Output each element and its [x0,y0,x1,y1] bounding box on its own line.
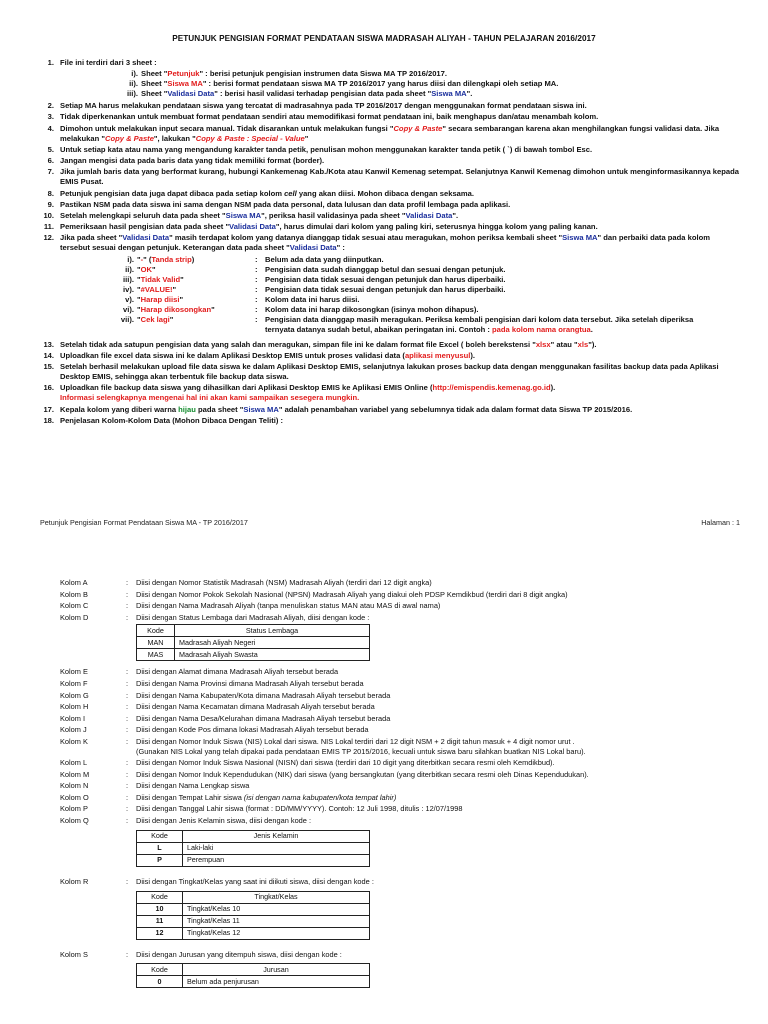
validation-code-row: vii). "Cek lagi" : Pengisian data dianggap masih meragukan. Periksa kembali pengisian dari kolom data tersebut. Jika setelah diperiksa ternyata datanya sudah betul, abaikan peringatan ini. Contoh : pada kolom nama orangtua. [120,314,694,334]
instruction-item-5: 5. Untuk setiap kata atau nama yang mengandung karakter tanda petik, penulisan mohon menggunakan karakter tanda petik ( `) di bawah tombol Esc. [47,144,593,154]
instruction-item-16: 16. Uploadkan file backup data siswa yang dihasilkan dari Aplikasi Desktop EMIS ke Aplikasi EMIS Online (http://emispendis.kemenag.go.id). Informasi selengkapnya mengenai hal ini akan kami sampaikan sesegera mungkin. [43,383,556,403]
column-explanation-page [0,578,768,994]
instruction-item-1: 1. File ini terdiri dari 3 sheet : [47,58,157,67]
table-row: 12 Tingkat/Kelas 12 [137,927,370,939]
instruction-list [40,58,740,427]
kolom-r: Kolom R : Diisi dengan Tingkat/Kelas yang saat ini diikuti siswa, diisi dengan kode : [60,876,374,886]
instruction-item-8: 8. Petunjuk pengisian data juga dapat dibaca pada setiap kolom cell yang akan diisi. Mohon dibaca dengan seksama. [47,188,474,198]
kolom-b: Kolom B : Diisi dengan Nomor Pokok Sekolah Nasional (NPSN) Madrasah Aliyah yang diakui oleh PDSP Kemdikbud (terdiri dari 8 digit angka) [60,589,568,599]
instruction-item-18: 18. Penjelasan Kolom-Kolom Data (Mohon Dibaca Dengan Teliti) : [43,415,284,425]
instruction-item-12: 12. Jika pada sheet "Validasi Data" masih terdapat kolom yang datanya dianggap tidak sesuai atau meragukan, mohon periksa kembali sheet "Siswa MA" dan perbaiki data pada kolom tersebut sesuai dengan petunjuk. Keterangan data pada sheet "Validasi Data" : [43,233,710,253]
page-title: PETUNJUK PENGISIAN FORMAT PENDATAAN SISWA MADRASAH ALIYAH - TAHUN PELAJARAN 2016/2017 [172,34,596,43]
kolom-s: Kolom S : Diisi dengan Jurusan yang ditempuh siswa, diisi dengan kode : [60,949,342,959]
table-row: 0 Belum ada penjurusan [137,976,370,988]
validation-code-row: iv). "#VALUE!" : Pengisian data tidak sesuai dengan petunjuk dan harus diperbaiki. [123,284,506,294]
page-footer [40,518,740,528]
jurusan-table: Kode Jurusan 0 Belum ada penjurusan [136,963,370,988]
sheet-entry-validasi-data: iii). Sheet "Validasi Data" : berisi hasil validasi terhadap pengisian data pada sheet "Siswa MA". [127,89,473,99]
kolom-d: Kolom D : Diisi dengan Status Lembaga dari Madrasah Aliyah, diisi dengan kode : [60,612,370,622]
instruction-item-13: 13. Setelah tidak ada satupun pengisian data yang salah dan meragukan, simpan file ini ke dalam format file Excel ( boleh berekstensi "xlsx" atau "xls"). [43,339,597,349]
validation-code-row: v). "Harap diisi" : Kolom data ini harus diisi. [125,294,360,304]
table-row: MAS Madrasah Aliyah Swasta [137,649,370,661]
instruction-item-15: 15. Setelah berhasil melakukan upload file data siswa ke dalam Aplikasi Desktop EMIS, selanjutnya lakukan proses backup data dengan menggunakan fasilitas backup data pada Aplikasi Desktop EMIS, sehingga akan terbentuk file backup data siswa. [43,362,719,382]
sheet-name: Siswa MA [167,79,203,89]
footer-title: Petunjuk Pengisian Format Pendataan Siswa MA - TP 2016/2017 [40,518,248,527]
table-row: MAN Madrasah Aliyah Negeri [137,637,370,649]
kolom-c: Kolom C : Diisi dengan Nama Madrasah Aliyah (tanpa menuliskan status MAN atau MAS di awal nama) [60,601,441,611]
validation-code-list [40,255,740,335]
instruction-item-4: 4. Dimohon untuk melakukan input secara manual. Tidak disarankan untuk melakukan fungsi "Copy & Paste" secara sembarangan karena akan menghilangkan fungsi validasi data. Jika melakukan "Copy & Paste", lakukan "Copy & Paste : Special - Value" [47,123,720,143]
emis-online-link[interactable]: http://emispendis.kemenag.go.id [432,383,551,393]
table-row: P Perempuan [137,854,370,866]
validation-code-row: iii). "Tidak Valid" : Pengisian data tidak sesuai dengan petunjuk dan harus diperbaiki. [123,274,506,284]
kolom-m: Kolom M : Diisi dengan Nomor Induk Kependudukan (NIK) dari siswa (yang bersangkutan (yang diterbitkan secara resmi oleh Dinas Kependudukan). [60,769,589,779]
kolom-l: Kolom L : Diisi dengan Nomor Induk Siswa Nasional (NISN) dari siswa (terdiri dari 10 digit yang diterbitkan secara resmi oleh Kemdikbud). [60,758,555,768]
kolom-j: Kolom J : Diisi dengan Kode Pos dimana lokasi Madrasah Aliyah tersebut berada [60,725,369,735]
table-row: 11 Tingkat/Kelas 11 [137,915,370,927]
sheet-name: Petunjuk [167,69,200,79]
instruction-item-7: 7. Jika jumlah baris data yang berformat kurang, hubungi Kankemenag Kab./Kota atau Kanwil Kemenag setempat. Selanjutnya Kanwil Kemenag dimohon untuk menginformasikannya kepada EMIS Pusat. [47,167,739,187]
validation-code-row: vi). "Harap dikosongkan" : Kolom data ini harap dikosongkan (isinya mohon dihapus). [123,304,479,314]
table-row: L Laki-laki [137,842,370,854]
sheet-entry-petunjuk: i). Sheet "Petunjuk" : berisi petunjuk pengisian instrumen data Siswa MA TP 2016/2017. [131,69,447,79]
instruction-item-2: 2. Setiap MA harus melakukan pendataan siswa yang tercatat di madrasahnya pada TP 2016/2017 dengan menggunakan format pendataan siswa ini. [47,101,587,111]
kolom-g: Kolom G : Diisi dengan Nama Kabupaten/Kota dimana Madrasah Aliyah tersebut berada [60,690,391,700]
jenis-kelamin-table: Kode Jenis Kelamin L Laki-laki P Perempuan [136,830,370,867]
sheet-entry-siswa-ma: ii). Sheet "Siswa MA" : berisi format pendataan siswa MA TP 2016/2017 yang harus diisi dan dilengkapi oleh setiap MA. [129,79,559,89]
kolom-a: Kolom A : Diisi dengan Nomor Statistik Madrasah (NSM) Madrasah Aliyah (terdiri dari 12 digit angka) [60,578,432,587]
kolom-p: Kolom P : Diisi dengan Tanggal Lahir siswa (format : DD/MM/YYYY). Contoh: 12 Juli 1998, ditulis : 12/07/1998 [60,804,463,814]
instruction-item-10: 10. Setelah melengkapi seluruh data pada sheet "Siswa MA", periksa hasil validasinya pada sheet "Validasi Data". [43,210,459,220]
kolom-e: Kolom E : Diisi dengan Alamat dimana Madrasah Aliyah tersebut berada [60,667,339,677]
kolom-k: Kolom K : Diisi dengan Nomor Induk Siswa (NIS) Lokal dari siswa. NIS Lokal terdiri dari 12 digit NSM + 2 digit tahun masuk + 4 digit nomor urut . (Gunakan NIS Lokal yang telah dipakai pada pendataan EMIS TP 2015/2016, kecuali untuk siswa baru silahkan buatkan NIS Lokal baru). [60,736,586,756]
instruction-item-3: 3. Tidak diperkenankan untuk membuat format pendataan sendiri atau memodifikasi format pendataan ini, baik menghapus dan/atau menambah kolom. [47,112,599,122]
page-number: Halaman : 1 [701,518,740,527]
kolom-n: Kolom N : Diisi dengan Nama Lengkap siswa [60,781,250,791]
instruction-item-17: 17. Kepala kolom yang diberi warna hijau pada sheet "Siswa MA" adalah penambahan variabel yang sebelumnya tidak ada dalam format data Siswa TP 2015/2016. [43,404,633,414]
status-lembaga-table: Kode Status Lembaga MAN Madrasah Aliyah Negeri MAS Madrasah Aliyah Swasta [136,624,370,661]
kolom-q: Kolom Q : Diisi dengan Jenis Kelamin siswa, diisi dengan kode : [60,815,312,825]
instruction-item-6: 6. Jangan mengisi data pada baris data yang tidak memiliki format (border). [47,156,325,166]
instruction-item-14: 14. Uploadkan file excel data siswa ini ke dalam Aplikasi Desktop EMIS untuk proses validasi data (aplikasi menyusul). [43,350,475,360]
validation-code-row: i). "-" (Tanda strip) : Belum ada data yang diinputkan. [127,254,384,264]
instruction-item-11: 11. Pemeriksaan hasil pengisian data pada sheet "Validasi Data", harus dimulai dari kolom yang paling kiri, seterusnya hingga kolom yang paling kanan. [43,222,598,232]
tingkat-kelas-table: Kode Tingkat/Kelas 10 Tingkat/Kelas 10 11 Tingkat/Kelas 11 12 Tingkat/Kelas 12 [136,891,370,940]
kolom-f: Kolom F : Diisi dengan Nama Provinsi dimana Madrasah Aliyah tersebut berada [60,679,364,689]
kolom-h: Kolom H : Diisi dengan Nama Kecamatan dimana Madrasah Aliyah tersebut berada [60,702,375,712]
table-row: 10 Tingkat/Kelas 10 [137,903,370,915]
kolom-i: Kolom I : Diisi dengan Nama Desa/Kelurahan dimana Madrasah Aliyah tersebut berada [60,713,391,723]
validation-code-row: ii). "OK" : Pengisian data sudah dianggap betul dan sesuai dengan petunjuk. [125,264,506,274]
instruction-item-9: 9. Pastikan NSM pada data siswa ini sama dengan NSM pada data personal, data lulusan dan data profil lembaga pada aplikasi. [47,199,511,209]
sheet-name: Validasi Data [167,89,215,99]
kolom-o: Kolom O : Diisi dengan Tempat Lahir siswa (isi dengan nama kabupaten/kota tempat lahir) [60,792,397,802]
